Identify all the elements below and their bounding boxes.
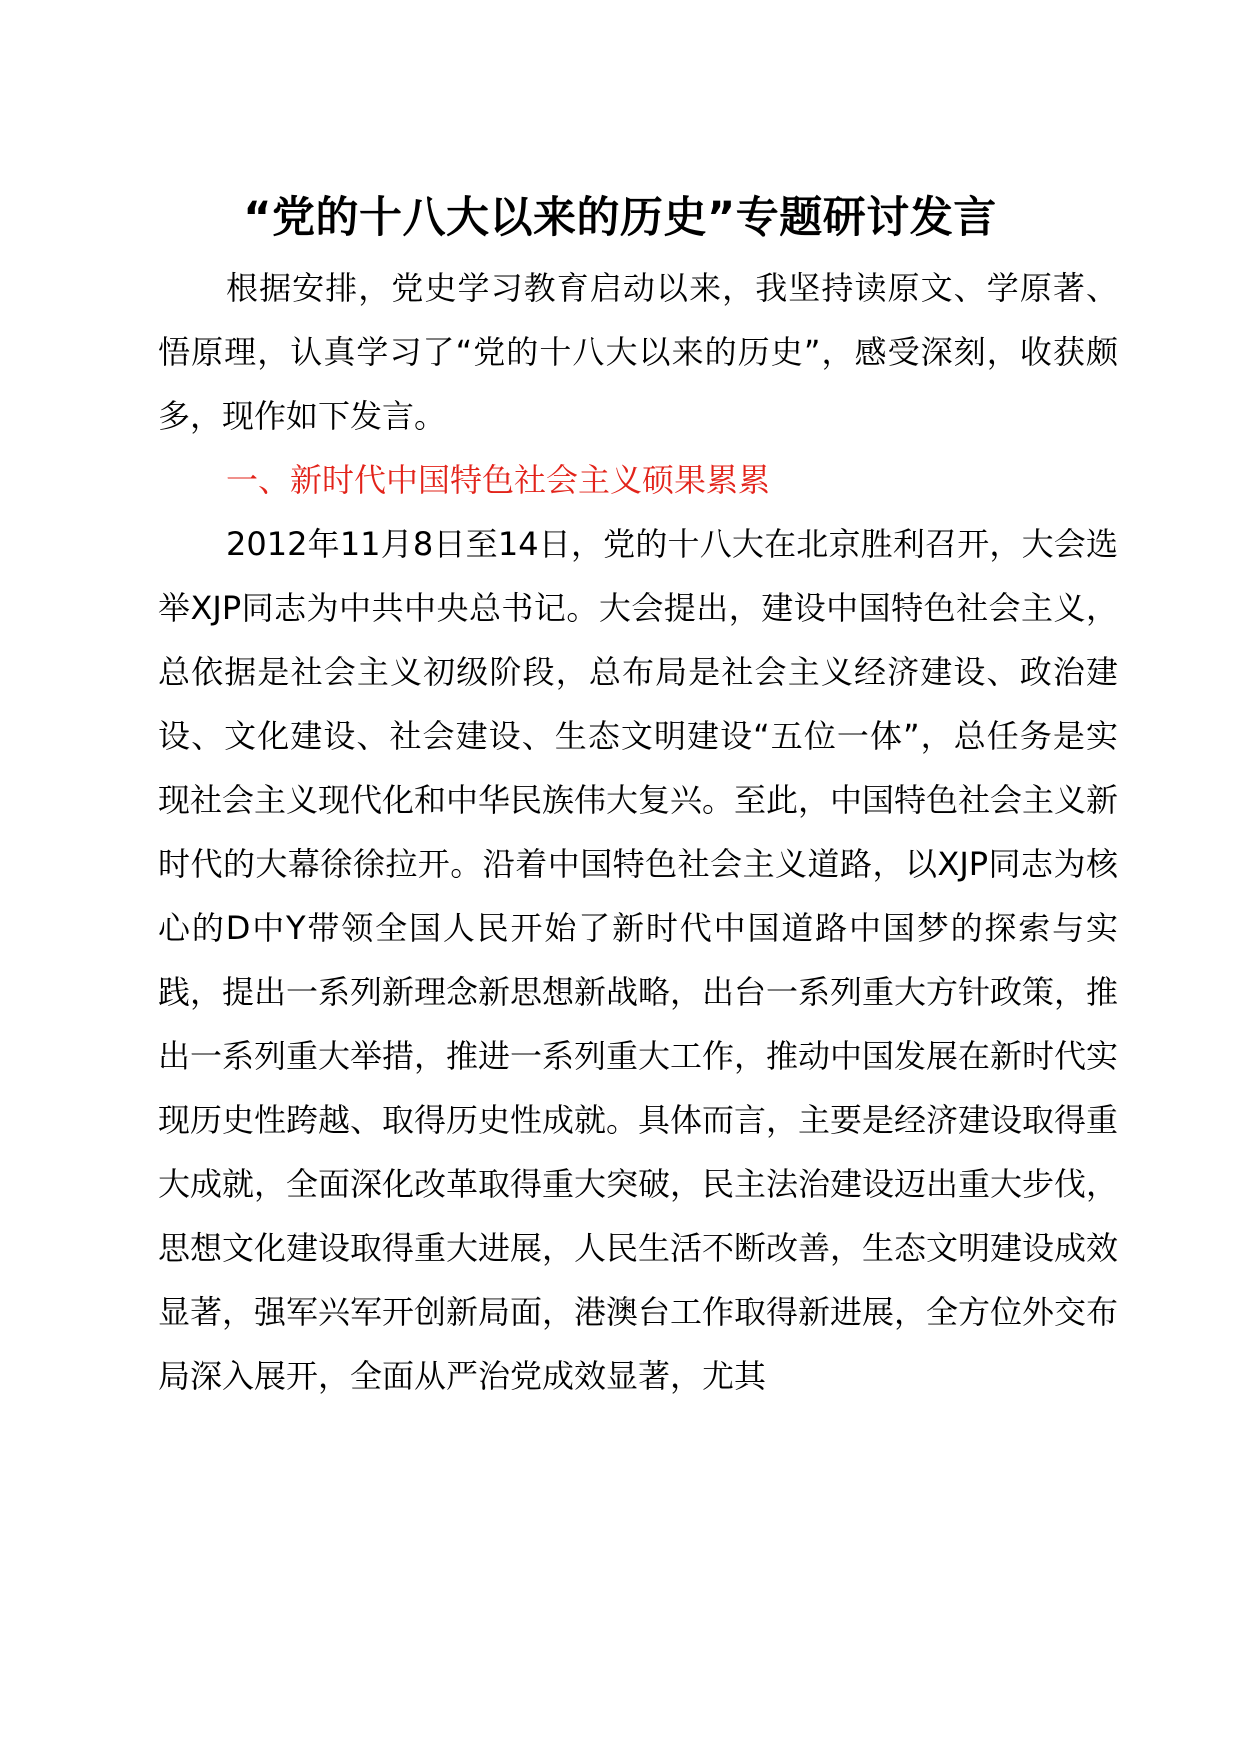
document-title: “党的十八大以来的历史”专题研讨发言 bbox=[243, 193, 997, 243]
section-heading-1: 一、新时代中国特色社会主义硕果累累 bbox=[226, 461, 771, 499]
intro-paragraph: 根据安排，党史学习教育启动以来，我坚持读原文、学原著、悟原理，认真学习了“党的十八大以来的历史”，感受深刻，收获颇多，现作如下发言。 bbox=[158, 269, 1118, 435]
section-1-paragraph: 2012年11月8日至14日，党的十八大在北京胜利召开，大会选举XJP同志为中共中央总书记。大会提出，建设中国特色社会主义，总依据是社会主义初级阶段，总布局是社会主义经济建设、政治建设、文化建设、社会建设、生态文明建设“五位一体”，总任务是实现社会主义现代化和中华民族伟大复兴。至此，中国特色社会主义新时代的大幕徐徐拉开。沿着中国特色社会主义道路，以XJP同志为核心的D中Y带领全国人民开始了新时代中国道路中国梦的探索与实践，提出一系列新理念新思想新战略，出台一系列重大方针政策，推出一系列重大举措，推进一系列重大工作，推动中国发展在新时代实现历史性跨越、取得历史性成就。具体而言，主要是经济建设取得重大成就，全面深化改革取得重大突破，民主法治建设迈出重大步伐，思想文化建设取得重大进展，人民生活不断改善，生态文明建设成效显著，强军兴军开创新局面，港澳台工作取得新进展，全方位外交布局深入展开，全面从严治党成效显著，尤其 bbox=[158, 525, 1119, 1395]
document-body bbox=[158, 256, 1118, 1408]
